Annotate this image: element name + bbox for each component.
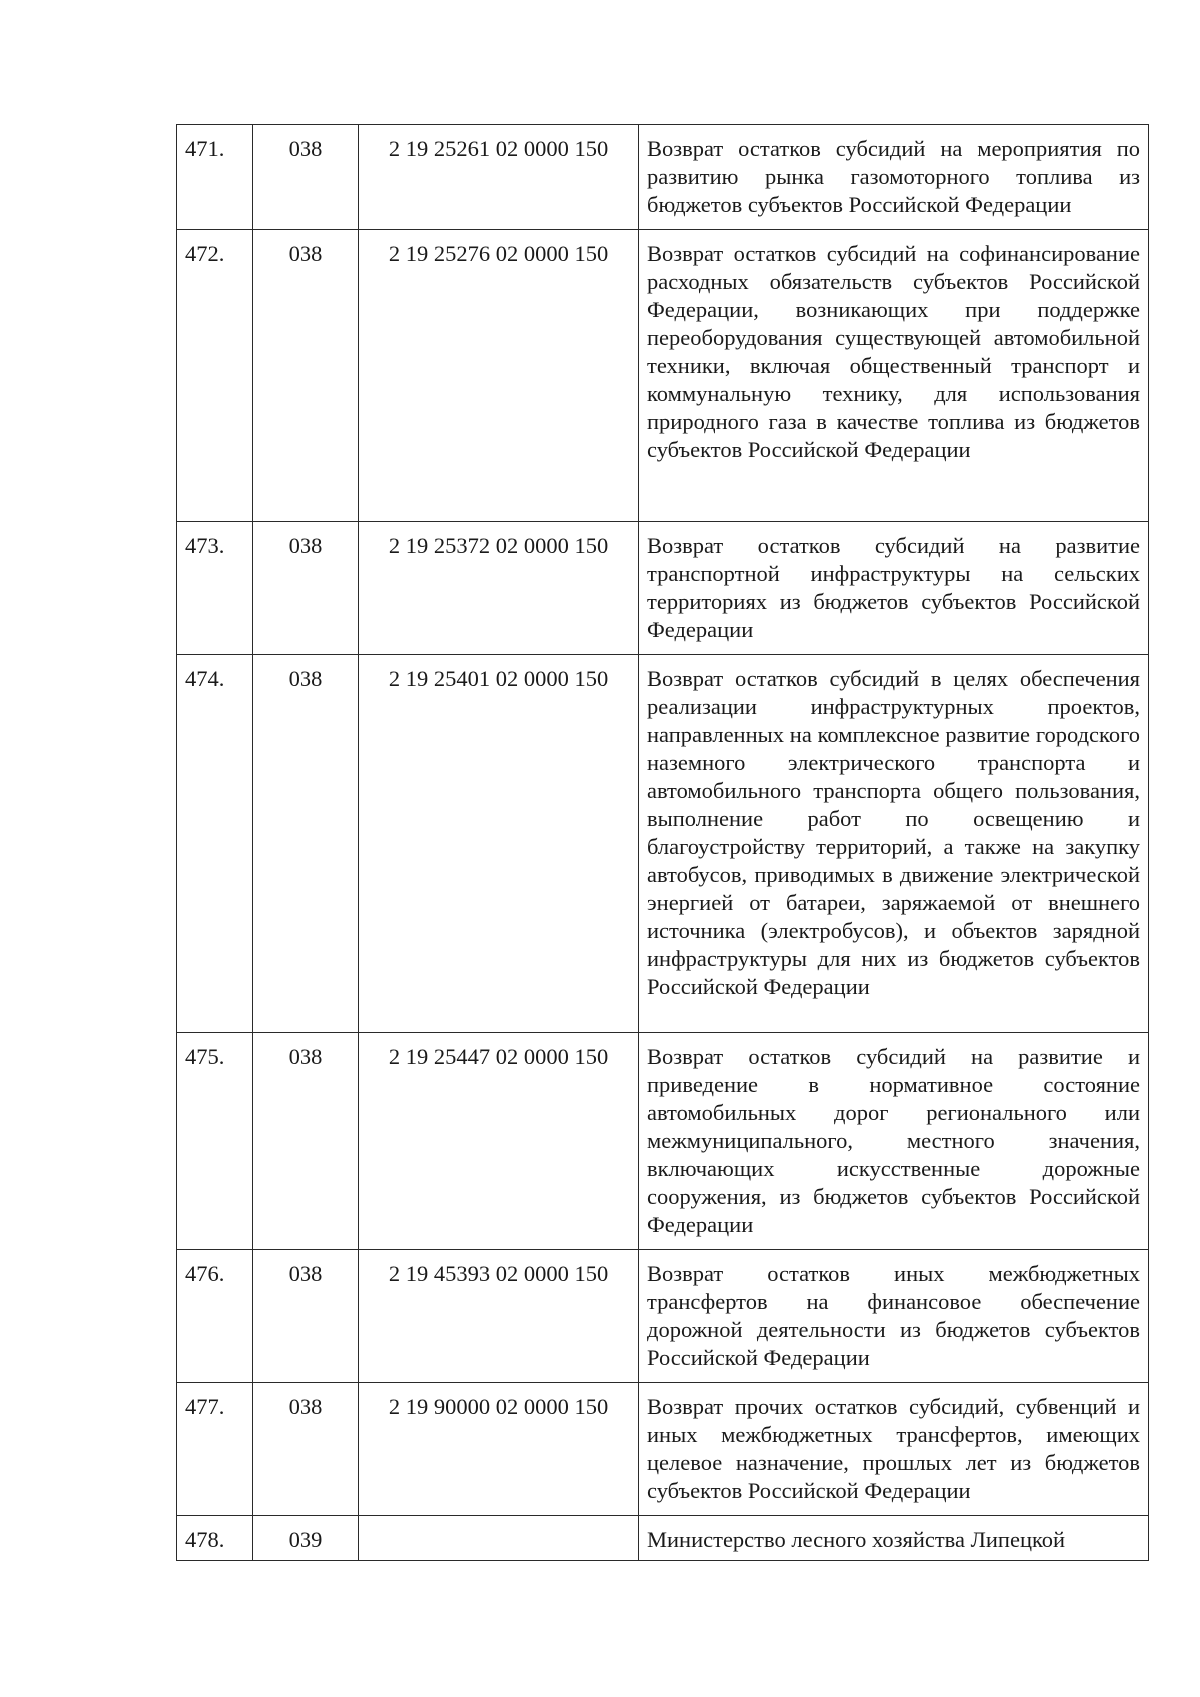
table-row: [177, 1516, 1149, 1561]
table-row: [177, 1033, 1149, 1250]
administrator-code: 038: [253, 230, 359, 522]
administrator-code: 038: [253, 1033, 359, 1250]
row-number: 471.: [177, 125, 253, 230]
administrator-code: 038: [253, 522, 359, 655]
revenue-description: Возврат остатков субсидий на развитие транспортной инфраструктуры на сельских территориях из бюджетов субъектов Российской Федерации: [639, 522, 1149, 655]
revenue-description: Возврат остатков субсидий на мероприятия по развитию рынка газомоторного топлива из бюджетов субъектов Российской Федерации: [639, 125, 1149, 230]
table-row: [177, 1250, 1149, 1383]
revenue-description: Министерство лесного хозяйства Липецкой: [639, 1516, 1149, 1561]
row-number: 475.: [177, 1033, 253, 1250]
budget-classification-code: 2 19 90000 02 0000 150: [359, 1383, 639, 1516]
budget-classification-code: 2 19 25401 02 0000 150: [359, 655, 639, 1033]
revenue-description: Возврат остатков субсидий на софинансирование расходных обязательств субъектов Российской Федерации, возникающих при поддержке переоборудования существующей автомобильной техники, включая общественный транспорт и коммунальную технику, для использования природного газа в качестве топлива из бюджетов субъектов Российской Федерации: [639, 230, 1149, 522]
budget-classification-code: 2 19 25447 02 0000 150: [359, 1033, 639, 1250]
row-number: 473.: [177, 522, 253, 655]
table-row: [177, 125, 1149, 230]
budget-codes-table: [176, 124, 1149, 1561]
table-row: [177, 522, 1149, 655]
table-row: [177, 655, 1149, 1033]
revenue-description: Возврат остатков иных межбюджетных трансфертов на финансовое обеспечение дорожной деятельности из бюджетов субъектов Российской Федерации: [639, 1250, 1149, 1383]
administrator-code: 038: [253, 125, 359, 230]
revenue-description: Возврат прочих остатков субсидий, субвенций и иных межбюджетных трансфертов, имеющих целевое назначение, прошлых лет из бюджетов субъектов Российской Федерации: [639, 1383, 1149, 1516]
row-number: 477.: [177, 1383, 253, 1516]
table-row: [177, 1383, 1149, 1516]
administrator-code: 038: [253, 655, 359, 1033]
row-number: 474.: [177, 655, 253, 1033]
revenue-description: Возврат остатков субсидий на развитие и приведение в нормативное состояние автомобильных дорог регионального или межмуниципального, местного значения, включающих искусственные дорожные сооружения, из бюджетов субъектов Российской Федерации: [639, 1033, 1149, 1250]
administrator-code: 039: [253, 1516, 359, 1561]
row-number: 472.: [177, 230, 253, 522]
budget-classification-code: 2 19 25276 02 0000 150: [359, 230, 639, 522]
budget-classification-code: [359, 1516, 639, 1561]
budget-classification-code: 2 19 25372 02 0000 150: [359, 522, 639, 655]
row-number: 476.: [177, 1250, 253, 1383]
budget-classification-code: 2 19 25261 02 0000 150: [359, 125, 639, 230]
budget-classification-code: 2 19 45393 02 0000 150: [359, 1250, 639, 1383]
administrator-code: 038: [253, 1383, 359, 1516]
table-row: [177, 230, 1149, 522]
row-number: 478.: [177, 1516, 253, 1561]
administrator-code: 038: [253, 1250, 359, 1383]
revenue-description: Возврат остатков субсидий в целях обеспечения реализации инфраструктурных проектов, направленных на комплексное развитие городского наземного электрического транспорта и автомобильного транспорта общего пользования, выполнение работ по освещению и благоустройству территорий, а также на закупку автобусов, приводимых в движение электрической энергией от батареи, заряжаемой от внешнего источника (электробусов), и объектов зарядной инфраструктуры для них из бюджетов субъектов Российской Федерации: [639, 655, 1149, 1033]
